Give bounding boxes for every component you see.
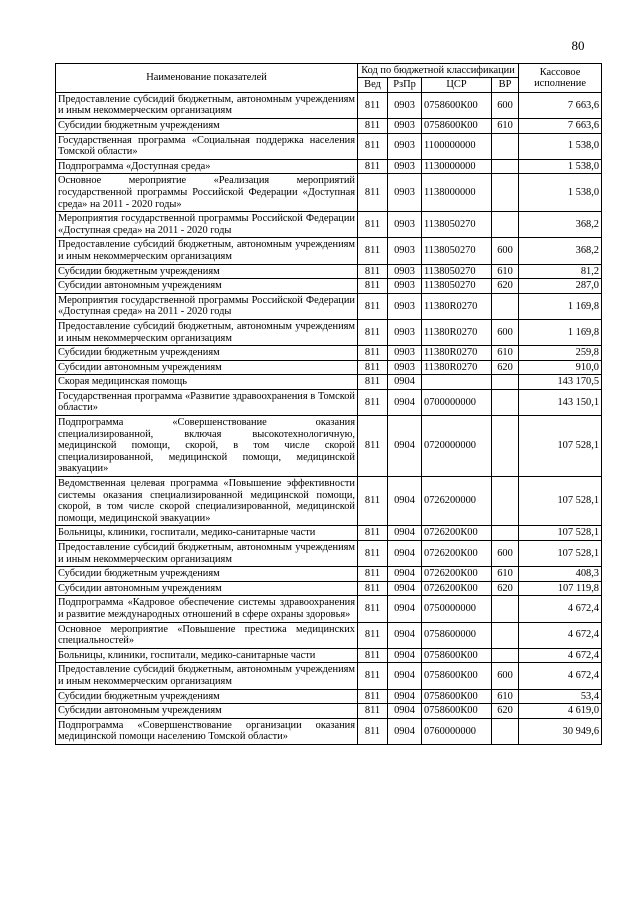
cell-csr: 0758600К00 — [422, 119, 492, 134]
cell-csr: 1138050270 — [422, 238, 492, 264]
cell-name: Больницы, клиники, госпитали, медико-санитарные части — [56, 648, 358, 663]
header-csr: ЦСР — [422, 78, 492, 92]
cell-amount: 1 538,0 — [519, 174, 602, 212]
cell-vr: 610 — [492, 689, 519, 704]
table-row — [56, 718, 602, 744]
header-name: Наименование показателей — [56, 64, 358, 93]
cell-name: Субсидии бюджетным учреждениям — [56, 346, 358, 361]
cell-rzpr: 0903 — [388, 279, 422, 294]
cell-ved: 811 — [358, 663, 388, 689]
table-row — [56, 238, 602, 264]
cell-csr: 0726200К00 — [422, 581, 492, 596]
cell-rzpr: 0903 — [388, 212, 422, 238]
cell-name: Мероприятия государственной программы Российской Федерации «Доступная среда» на 2011 - 2020 годы — [56, 212, 358, 238]
cell-amount: 143 170,5 — [519, 375, 602, 390]
cell-rzpr: 0904 — [388, 416, 422, 477]
cell-vr — [492, 416, 519, 477]
cell-csr: 1138000000 — [422, 174, 492, 212]
cell-rzpr: 0904 — [388, 663, 422, 689]
table-row — [56, 174, 602, 212]
table-row — [56, 346, 602, 361]
cell-csr: 11380R0270 — [422, 346, 492, 361]
cell-amount: 4 619,0 — [519, 704, 602, 719]
cell-csr: 1130000000 — [422, 159, 492, 174]
cell-rzpr: 0904 — [388, 622, 422, 648]
cell-amount: 368,2 — [519, 238, 602, 264]
cell-ved: 811 — [358, 718, 388, 744]
cell-vr — [492, 159, 519, 174]
header-ved: Вед — [358, 78, 388, 92]
cell-rzpr: 0904 — [388, 541, 422, 567]
cell-rzpr: 0904 — [388, 581, 422, 596]
cell-rzpr: 0904 — [388, 648, 422, 663]
cell-amount: 4 672,4 — [519, 596, 602, 622]
cell-ved: 811 — [358, 526, 388, 541]
cell-name: Субсидии автономным учреждениям — [56, 360, 358, 375]
cell-vr: 600 — [492, 238, 519, 264]
cell-amount: 7 663,6 — [519, 92, 602, 118]
cell-vr: 620 — [492, 279, 519, 294]
cell-vr: 610 — [492, 119, 519, 134]
cell-ved: 811 — [358, 360, 388, 375]
cell-ved: 811 — [358, 477, 388, 526]
budget-table — [55, 63, 602, 745]
cell-rzpr: 0904 — [388, 718, 422, 744]
cell-amount: 1 538,0 — [519, 133, 602, 159]
cell-amount: 53,4 — [519, 689, 602, 704]
cell-ved: 811 — [358, 596, 388, 622]
cell-rzpr: 0903 — [388, 264, 422, 279]
cell-ved: 811 — [358, 581, 388, 596]
cell-rzpr: 0903 — [388, 174, 422, 212]
table-row — [56, 541, 602, 567]
cell-amount: 4 672,4 — [519, 622, 602, 648]
cell-name: Основное мероприятие «Реализация мероприятий государственной программы Российской Федерации «Доступная среда» на 2011 - 2020 годы» — [56, 174, 358, 212]
table-row — [56, 119, 602, 134]
cell-csr: 0750000000 — [422, 596, 492, 622]
cell-amount: 1 538,0 — [519, 159, 602, 174]
cell-name: Предоставление субсидий бюджетным, автономным учреждениям и иным некоммерческим организациям — [56, 238, 358, 264]
cell-csr: 0760000000 — [422, 718, 492, 744]
cell-name: Субсидии автономным учреждениям — [56, 279, 358, 294]
cell-csr: 0726200К00 — [422, 526, 492, 541]
cell-vr — [492, 718, 519, 744]
cell-csr: 11380R0270 — [422, 360, 492, 375]
cell-csr: 1138050270 — [422, 264, 492, 279]
cell-vr: 600 — [492, 663, 519, 689]
cell-vr: 620 — [492, 360, 519, 375]
cell-rzpr: 0904 — [388, 596, 422, 622]
table-row — [56, 293, 602, 319]
table-body — [56, 92, 602, 744]
cell-name: Подпрограмма «Совершенствование организации оказания медицинской помощи населению Томской области» — [56, 718, 358, 744]
cell-name: Подпрограмма «Кадровое обеспечение системы здравоохранения и развитие международных отношений в сфере охраны здоровья» — [56, 596, 358, 622]
cell-vr: 600 — [492, 319, 519, 345]
cell-amount: 1 169,8 — [519, 293, 602, 319]
cell-name: Предоставление субсидий бюджетным, автономным учреждениям и иным некоммерческим организациям — [56, 92, 358, 118]
table-row — [56, 389, 602, 415]
cell-amount: 259,8 — [519, 346, 602, 361]
cell-ved: 811 — [358, 264, 388, 279]
header-rzpr: РзПр — [388, 78, 422, 92]
table-row — [56, 159, 602, 174]
cell-name: Больницы, клиники, госпитали, медико-санитарные части — [56, 526, 358, 541]
cell-amount: 107 528,1 — [519, 526, 602, 541]
header-vr: ВР — [492, 78, 519, 92]
header-code-group: Код по бюджетной классификации — [358, 64, 519, 78]
cell-csr: 0726200К00 — [422, 541, 492, 567]
cell-ved: 811 — [358, 279, 388, 294]
cell-amount: 4 672,4 — [519, 663, 602, 689]
cell-csr: 0758600К00 — [422, 648, 492, 663]
cell-name: Субсидии бюджетным учреждениям — [56, 119, 358, 134]
cell-vr — [492, 526, 519, 541]
cell-name: Субсидии бюджетным учреждениям — [56, 689, 358, 704]
cell-vr — [492, 174, 519, 212]
cell-rzpr: 0904 — [388, 389, 422, 415]
cell-name: Субсидии автономным учреждениям — [56, 704, 358, 719]
cell-ved: 811 — [358, 541, 388, 567]
header-row-top — [56, 64, 602, 78]
table-row — [56, 416, 602, 477]
table-row — [56, 567, 602, 582]
cell-rzpr: 0903 — [388, 293, 422, 319]
cell-csr: 0758600К00 — [422, 689, 492, 704]
table-row — [56, 526, 602, 541]
cell-name: Основное мероприятие «Повышение престижа медицинских специальностей» — [56, 622, 358, 648]
cell-rzpr: 0904 — [388, 689, 422, 704]
cell-vr: 610 — [492, 346, 519, 361]
cell-vr — [492, 648, 519, 663]
cell-ved: 811 — [358, 375, 388, 390]
cell-name: Подпрограмма «Доступная среда» — [56, 159, 358, 174]
cell-ved: 811 — [358, 416, 388, 477]
cell-ved: 811 — [358, 689, 388, 704]
cell-ved: 811 — [358, 622, 388, 648]
cell-name: Предоставление субсидий бюджетным, автономным учреждениям и иным некоммерческим организациям — [56, 663, 358, 689]
table-row — [56, 689, 602, 704]
cell-amount: 1 169,8 — [519, 319, 602, 345]
cell-csr: 0758600К00 — [422, 92, 492, 118]
cell-ved: 811 — [358, 704, 388, 719]
cell-csr: 0758600К00 — [422, 663, 492, 689]
cell-name: Субсидии автономным учреждениям — [56, 581, 358, 596]
cell-amount: 7 663,6 — [519, 119, 602, 134]
cell-csr: 0726200000 — [422, 477, 492, 526]
cell-ved: 811 — [358, 389, 388, 415]
cell-amount: 107 528,1 — [519, 477, 602, 526]
cell-vr — [492, 596, 519, 622]
cell-ved: 811 — [358, 119, 388, 134]
cell-name: Субсидии бюджетным учреждениям — [56, 264, 358, 279]
cell-csr — [422, 375, 492, 390]
cell-rzpr: 0903 — [388, 133, 422, 159]
cell-rzpr: 0904 — [388, 477, 422, 526]
header-execution: Кассовое исполнение — [519, 64, 602, 93]
cell-amount: 4 672,4 — [519, 648, 602, 663]
cell-vr — [492, 375, 519, 390]
cell-csr: 0700000000 — [422, 389, 492, 415]
table-row — [56, 622, 602, 648]
cell-vr — [492, 212, 519, 238]
cell-ved: 811 — [358, 648, 388, 663]
cell-vr: 600 — [492, 92, 519, 118]
cell-name: Субсидии бюджетным учреждениям — [56, 567, 358, 582]
cell-amount: 30 949,6 — [519, 718, 602, 744]
table-row — [56, 92, 602, 118]
table-row — [56, 663, 602, 689]
cell-ved: 811 — [358, 212, 388, 238]
cell-name: Государственная программа «Развитие здравоохранения в Томской области» — [56, 389, 358, 415]
cell-ved: 811 — [358, 133, 388, 159]
cell-rzpr: 0903 — [388, 360, 422, 375]
cell-amount: 107 119,8 — [519, 581, 602, 596]
cell-amount: 408,3 — [519, 567, 602, 582]
cell-ved: 811 — [358, 346, 388, 361]
cell-vr: 600 — [492, 541, 519, 567]
cell-csr: 0758600К00 — [422, 704, 492, 719]
cell-rzpr: 0903 — [388, 159, 422, 174]
cell-ved: 811 — [358, 567, 388, 582]
cell-vr: 620 — [492, 581, 519, 596]
cell-ved: 811 — [358, 174, 388, 212]
cell-rzpr: 0904 — [388, 567, 422, 582]
cell-vr — [492, 622, 519, 648]
page-number: 80 — [571, 38, 585, 53]
cell-ved: 811 — [358, 293, 388, 319]
table-row — [56, 319, 602, 345]
table-row — [56, 596, 602, 622]
cell-amount: 81,2 — [519, 264, 602, 279]
cell-name: Мероприятия государственной программы Российской Федерации «Доступная среда» на 2011 - 2020 годы — [56, 293, 358, 319]
cell-csr: 1138050270 — [422, 212, 492, 238]
table-row — [56, 477, 602, 526]
cell-csr: 11380R0270 — [422, 293, 492, 319]
table-row — [56, 360, 602, 375]
cell-rzpr: 0903 — [388, 238, 422, 264]
cell-csr: 0726200К00 — [422, 567, 492, 582]
cell-amount: 287,0 — [519, 279, 602, 294]
table-row — [56, 264, 602, 279]
cell-amount: 368,2 — [519, 212, 602, 238]
cell-name: Предоставление субсидий бюджетным, автономным учреждениям и иным некоммерческим организациям — [56, 541, 358, 567]
cell-rzpr: 0903 — [388, 319, 422, 345]
cell-rzpr: 0903 — [388, 346, 422, 361]
cell-ved: 811 — [358, 92, 388, 118]
table-row — [56, 212, 602, 238]
cell-name: Ведомственная целевая программа «Повышение эффективности системы оказания специализированной медицинской помощи, скорой, в том числе скорой специализированной, медицинской помощи, медицинской эвакуации» — [56, 477, 358, 526]
table-row — [56, 648, 602, 663]
cell-csr: 1138050270 — [422, 279, 492, 294]
cell-vr — [492, 293, 519, 319]
cell-amount: 107 528,1 — [519, 416, 602, 477]
cell-rzpr: 0903 — [388, 92, 422, 118]
cell-amount: 143 150,1 — [519, 389, 602, 415]
cell-csr: 11380R0270 — [422, 319, 492, 345]
table-row — [56, 704, 602, 719]
table-row — [56, 375, 602, 390]
cell-ved: 811 — [358, 319, 388, 345]
cell-amount: 107 528,1 — [519, 541, 602, 567]
cell-rzpr: 0903 — [388, 119, 422, 134]
cell-amount: 910,0 — [519, 360, 602, 375]
cell-vr — [492, 133, 519, 159]
cell-csr: 0758600000 — [422, 622, 492, 648]
cell-name: Предоставление субсидий бюджетным, автономным учреждениям и иным некоммерческим организациям — [56, 319, 358, 345]
table-row — [56, 581, 602, 596]
cell-vr — [492, 389, 519, 415]
cell-vr: 610 — [492, 567, 519, 582]
cell-name: Государственная программа «Социальная поддержка населения Томской области» — [56, 133, 358, 159]
cell-vr: 610 — [492, 264, 519, 279]
cell-rzpr: 0904 — [388, 704, 422, 719]
cell-ved: 811 — [358, 159, 388, 174]
cell-vr — [492, 477, 519, 526]
cell-name: Подпрограмма «Совершенствование оказания специализированной, включая высокотехнологичную, медицинской помощи, скорой, в том числе скорой специализированной, медицинской помощи, медицинской эвакуации» — [56, 416, 358, 477]
cell-vr: 620 — [492, 704, 519, 719]
table-row — [56, 133, 602, 159]
cell-csr: 1100000000 — [422, 133, 492, 159]
cell-rzpr: 0904 — [388, 526, 422, 541]
cell-name: Скорая медицинская помощь — [56, 375, 358, 390]
cell-ved: 811 — [358, 238, 388, 264]
cell-csr: 0720000000 — [422, 416, 492, 477]
cell-rzpr: 0904 — [388, 375, 422, 390]
table-row — [56, 279, 602, 294]
